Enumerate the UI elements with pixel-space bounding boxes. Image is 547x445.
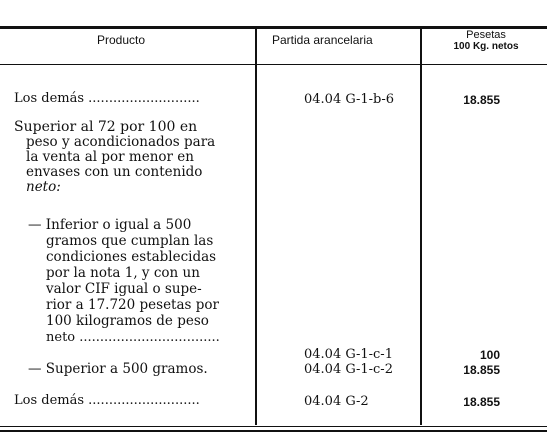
row3-line1: — Inferior o igual a 500: [28, 217, 192, 233]
row3-value: 100: [479, 348, 500, 362]
row3-tariff: 04.04 G-1-c-1: [304, 347, 393, 362]
row3-line7: 100 kilogramos de peso: [46, 313, 209, 329]
header-product: Producto: [97, 33, 146, 47]
row4-value: 18.855: [463, 363, 500, 377]
column-divider-1: [255, 28, 257, 425]
row3-line8: neto ..................................: [46, 330, 220, 345]
row2-line5: neto:: [26, 179, 61, 195]
bottom-rule-1: [0, 426, 547, 427]
row5-value: 18.855: [463, 395, 500, 409]
row5-tariff: 04.04 G-2: [304, 394, 369, 409]
column-divider-2: [420, 28, 422, 425]
row3-line2: gramos que cumplan las: [46, 233, 214, 249]
row1-product: Los demás ...........................: [14, 91, 200, 106]
row3-line6: rior a 17.720 pesetas por: [46, 297, 219, 313]
bottom-rule-2: [0, 430, 547, 432]
row3-line4: por la nota 1, y con un: [46, 265, 200, 281]
row2-line3: la venta al por menor en: [26, 149, 194, 165]
row2-line2: peso y acondicionados para: [26, 134, 216, 150]
row1-tariff: 04.04 G-1-b-6: [304, 92, 395, 107]
row5-product: Los demás ...........................: [14, 393, 200, 408]
row4-tariff: 04.04 G-1-c-2: [304, 362, 393, 377]
row4-product: — Superior a 500 gramos.: [28, 361, 208, 377]
top-rule: [0, 26, 547, 29]
row3-line5: valor CIF igual o supe-: [46, 281, 202, 297]
header-bottom-rule: [0, 64, 547, 65]
header-price: [428, 30, 544, 52]
header-price-line2: 100 Kg. netos: [453, 41, 519, 52]
row2-line1: Superior al 72 por 100 en: [14, 119, 198, 135]
header-tariff: Partida arancelaria: [272, 33, 373, 47]
row1-value: 18.855: [463, 93, 500, 107]
header-price-line1: Pesetas: [466, 29, 506, 41]
row3-line3: condiciones establecidas: [46, 249, 217, 265]
row2-line4: envases con un contenido: [26, 164, 203, 180]
